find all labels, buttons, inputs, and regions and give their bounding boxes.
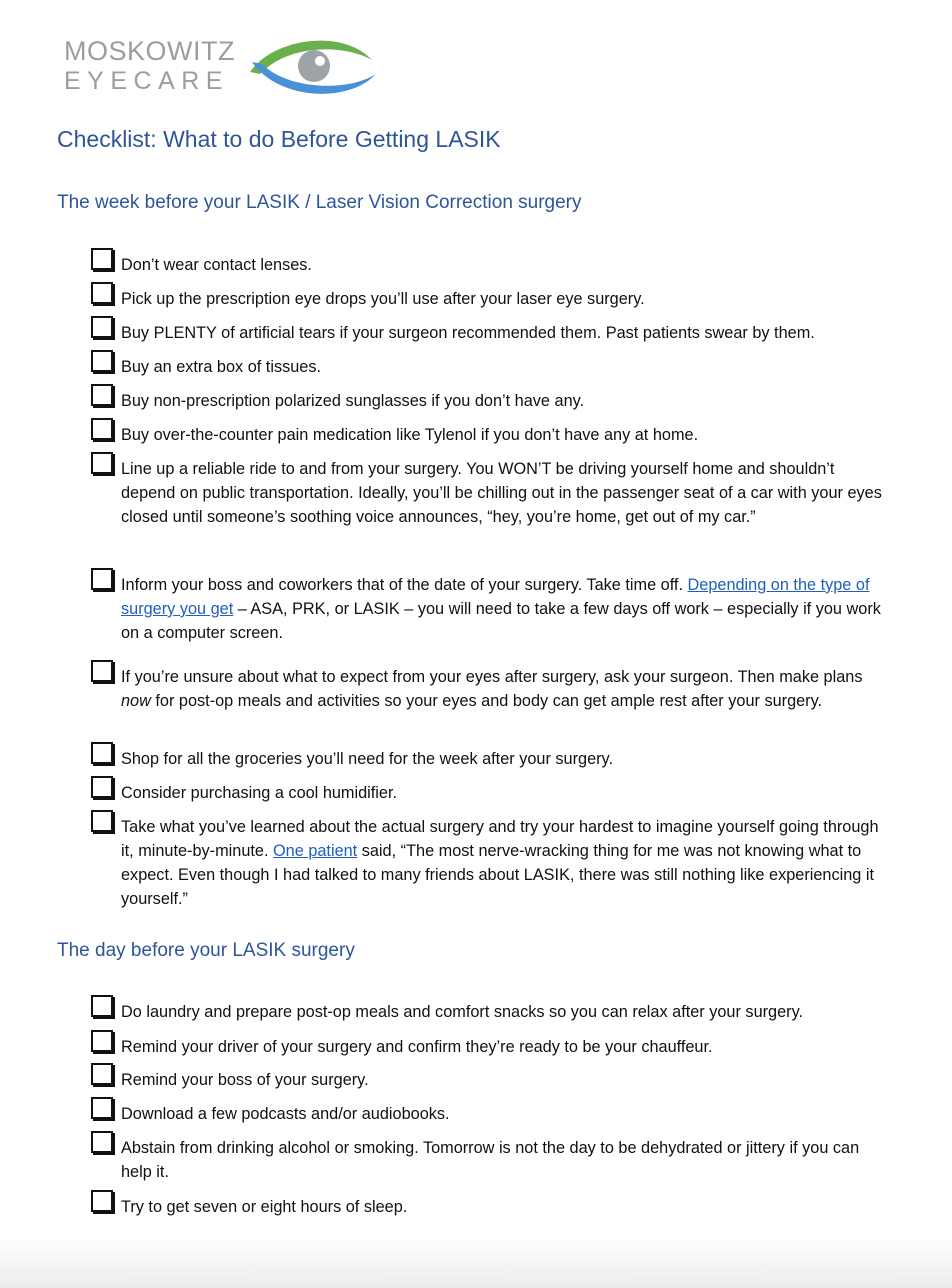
item-text-part: If you’re unsure about what to expect from your eyes after surgery, ask your surgeon. Then make plans: [121, 668, 863, 686]
checkbox-icon[interactable]: [91, 995, 113, 1017]
checklist-item: [91, 665, 891, 713]
item-text: Remind your boss of your surgery.: [121, 1071, 369, 1089]
checkbox-icon[interactable]: [91, 452, 113, 474]
checkbox-icon[interactable]: [91, 248, 113, 270]
checkbox-icon[interactable]: [91, 1131, 113, 1153]
checklist-item: [91, 355, 891, 379]
item-text: Try to get seven or eight hours of sleep.: [121, 1198, 408, 1216]
checklist-item: [91, 1068, 891, 1092]
item-text: [121, 573, 891, 645]
item-text: Buy an extra box of tissues.: [121, 358, 322, 376]
item-text: Remind your driver of your surgery and confirm they’re ready to be your chauffeur.: [121, 1038, 713, 1056]
checklist-item: [91, 253, 891, 277]
checkbox-icon[interactable]: [91, 776, 113, 798]
checkbox-icon[interactable]: [91, 1097, 113, 1119]
page-title: Checklist: What to do Before Getting LASIK: [57, 126, 501, 152]
item-text-part: Inform your boss and coworkers that of the date of your surgery. Take time off.: [121, 576, 688, 594]
checklist-item: [91, 1035, 891, 1059]
checkbox-icon[interactable]: [91, 418, 113, 440]
item-text: Shop for all the groceries you’ll need for the week after your surgery.: [121, 750, 614, 768]
moskowitz-eyecare-logo: [64, 36, 384, 102]
item-text: Line up a reliable ride to and from your surgery. You WON’T be driving yourself home and shouldn’t depend on public transportation. Ideally, you’ll be chilling out in the passenger seat of a car with your eyes closed until someone’s soothing voice announces, “hey, you’re home, get out of my car.”: [121, 460, 882, 526]
checklist-item: [91, 457, 891, 529]
logo-line-2: EYECARE: [64, 67, 229, 95]
item-text: Consider purchasing a cool humidifier.: [121, 784, 398, 802]
item-text-part: – ASA, PRK, or LASIK – you will need to take a few days off work – especially if you work on a computer screen.: [121, 600, 881, 642]
checkbox-icon[interactable]: [91, 1030, 113, 1052]
checkbox-icon[interactable]: [91, 568, 113, 590]
checkbox-icon[interactable]: [91, 742, 113, 764]
checklist-item: [91, 1136, 891, 1184]
section-heading-week-before: The week before your LASIK / Laser Vision Correction surgery: [57, 192, 582, 213]
checkbox-icon[interactable]: [91, 350, 113, 372]
checkbox-icon[interactable]: [91, 810, 113, 832]
checklist-item: [91, 747, 891, 771]
item-text-part: Take what you’ve learned about the actual surgery and try your hardest to imagine yourself going through it, minute-by-minute.: [121, 818, 879, 860]
checklist-item: [91, 781, 891, 805]
item-text-emphasis: now: [121, 692, 151, 710]
checkbox-icon[interactable]: [91, 384, 113, 406]
item-text: Buy PLENTY of artificial tears if your surgeon recommended them. Past patients swear by them.: [121, 324, 815, 342]
checklist-item: [91, 321, 891, 345]
section-heading-day-before: The day before your LASIK surgery: [57, 940, 355, 961]
checkbox-icon[interactable]: [91, 282, 113, 304]
item-text: Download a few podcasts and/or audiobooks.: [121, 1105, 450, 1123]
item-text: [121, 815, 891, 911]
checklist-item: [91, 287, 891, 311]
checkbox-icon[interactable]: [91, 1190, 113, 1212]
item-text-part: said, “The most nerve-wracking thing for me was not knowing what to expect. Even though I had talked to many friends about LASIK, there was still nothing like experiencing it yourself.”: [121, 842, 874, 908]
checklist-item: [91, 573, 891, 645]
item-text: Abstain from drinking alcohol or smoking. Tomorrow is not the day to be dehydrated or jittery if you can help it.: [121, 1139, 860, 1181]
one-patient-link[interactable]: One patient: [273, 842, 358, 860]
item-text: Buy non-prescription polarized sunglasses if you don’t have any.: [121, 392, 585, 410]
eye-logo-icon: [248, 34, 378, 100]
checklist-item: [91, 423, 891, 447]
checklist-item: [91, 1000, 891, 1024]
checklist-item: [91, 1195, 891, 1219]
checkbox-icon[interactable]: [91, 1063, 113, 1085]
checklist-item: [91, 1102, 891, 1126]
item-text: Buy over-the-counter pain medication like Tylenol if you don’t have any at home.: [121, 426, 699, 444]
checkbox-icon[interactable]: [91, 660, 113, 682]
item-text: Do laundry and prepare post-op meals and comfort snacks so you can relax after your surgery.: [121, 1003, 804, 1021]
logo-line-1: MOSKOWITZ: [64, 36, 235, 66]
page-bottom-shade: [0, 1236, 952, 1288]
item-text: Pick up the prescription eye drops you’ll use after your laser eye surgery.: [121, 290, 645, 308]
item-text-part: for post-op meals and activities so your eyes and body can get ample rest after your surgery.: [150, 692, 823, 710]
checklist-item: [91, 389, 891, 413]
item-text: [121, 665, 891, 713]
surgery-types-link[interactable]: Depending on the type of surgery you get: [121, 576, 870, 618]
checklist-item: [91, 815, 891, 911]
checkbox-icon[interactable]: [91, 316, 113, 338]
item-text: Don’t wear contact lenses.: [121, 256, 312, 274]
